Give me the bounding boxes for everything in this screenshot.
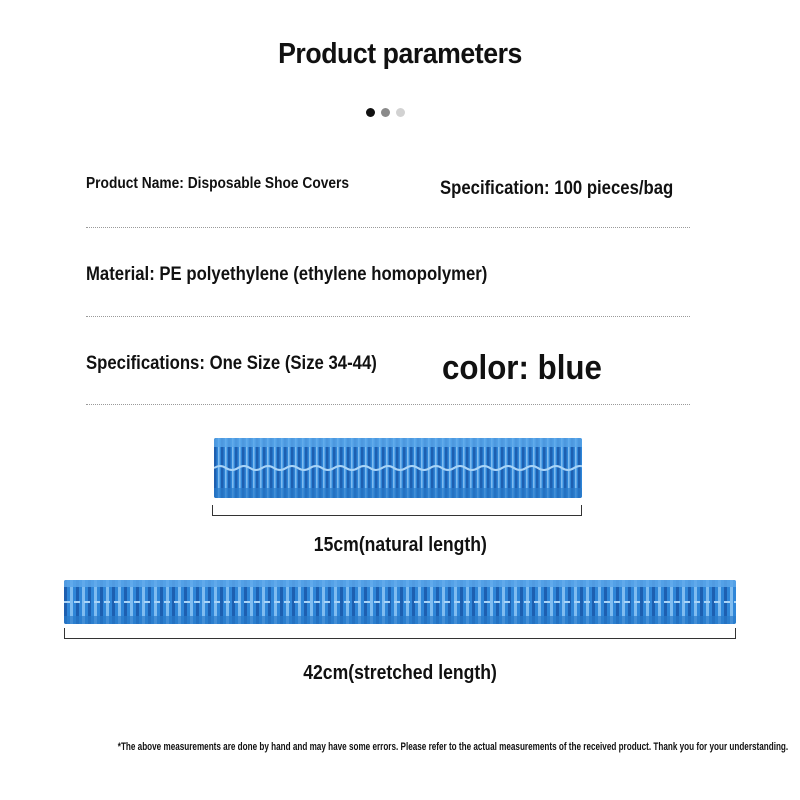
specification-text: Specification: 100 pieces/bag [440,178,674,199]
shoe-cover-natural-image [214,438,582,498]
divider [86,404,690,405]
size-text: Specifications: One Size (Size 34-44) [86,353,377,374]
natural-length-text: 15cm(natural length) [313,534,487,556]
color-text: color: blue [442,349,602,387]
product-name-text: Product Name: Disposable Shoe Covers [86,175,350,192]
footnote-text: *The above measurements are done by hand and may have some errors. Please refer to the actual measurements of the received product. Thank you for your understanding. [117,741,789,753]
carousel-dot-3[interactable] [396,108,405,117]
stretched-length-bracket [64,628,736,639]
divider [86,316,690,317]
natural-length-bracket [212,505,582,516]
divider [86,227,690,228]
material-text: Material: PE polyethylene (ethylene homopolymer) [86,264,488,285]
carousel-dot-2[interactable] [381,108,390,117]
carousel-dots [366,108,405,117]
page-title: Product parameters [278,38,522,70]
natural-length-caption [0,534,800,557]
stretched-length-caption [0,662,800,685]
stretched-length-text: 42cm(stretched length) [303,662,497,684]
shoe-cover-stretched-image [64,580,736,624]
carousel-dot-1[interactable] [366,108,375,117]
footnote [0,741,800,753]
